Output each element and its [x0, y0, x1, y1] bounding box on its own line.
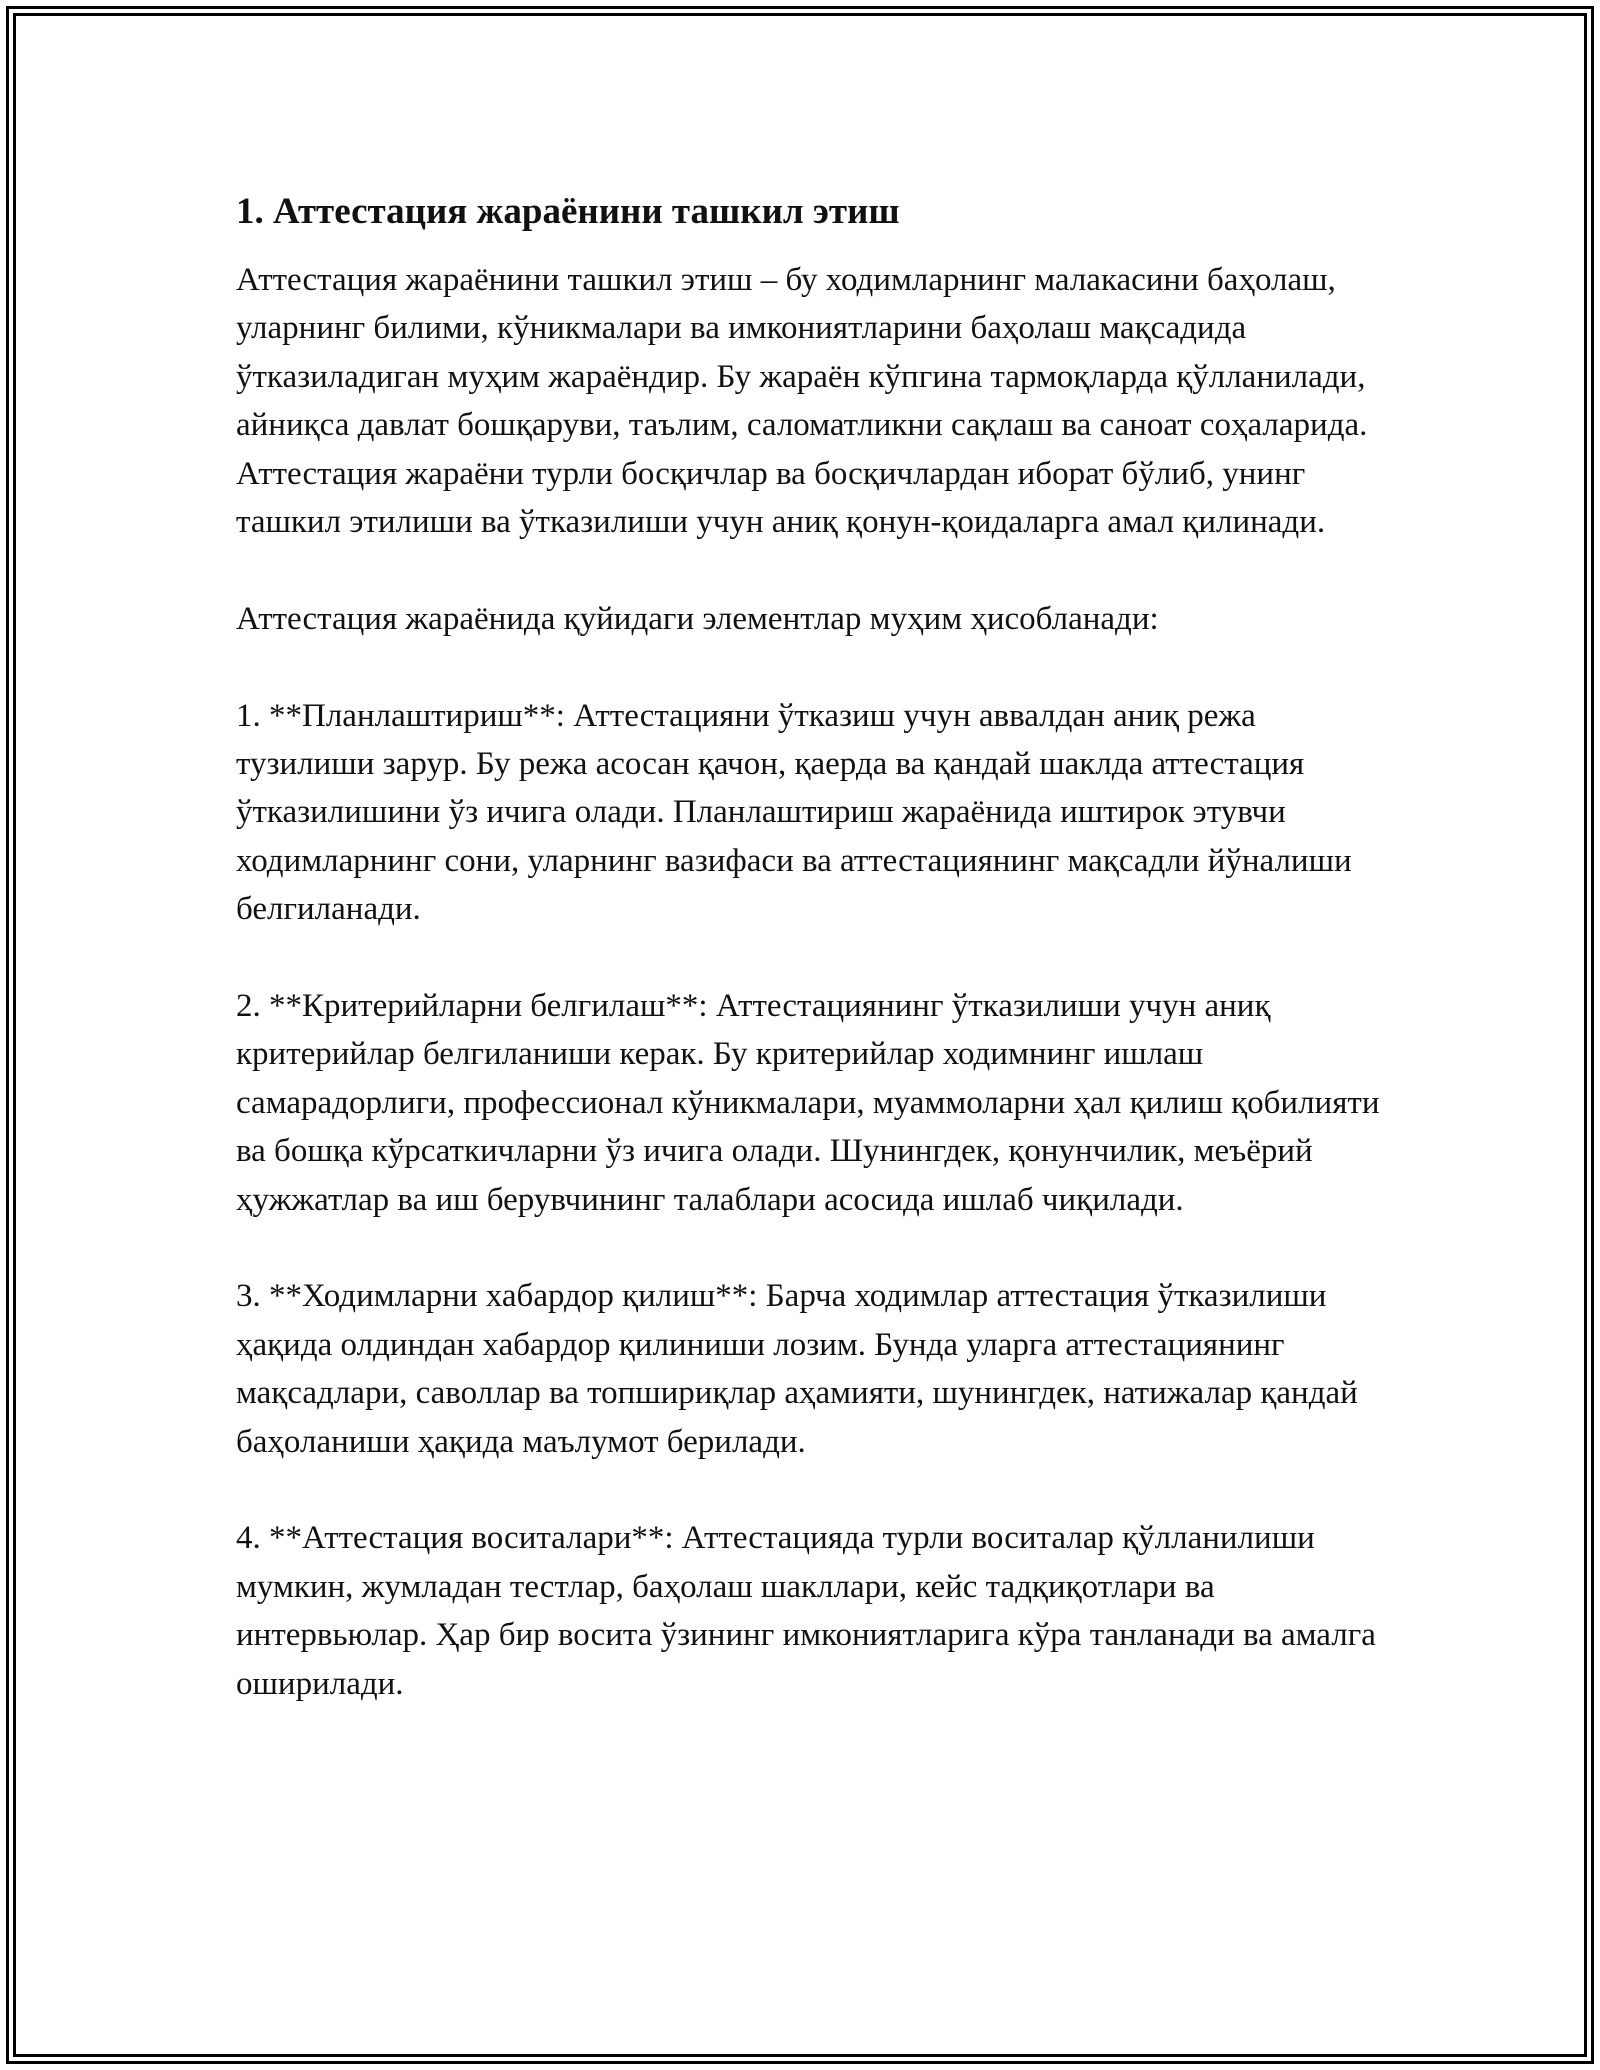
list-item-planning: 1. **Планлаштириш**: Аттестацияни ўтказиш учун аввалдан аниқ режа тузилиши зарур. Бу режа асосан қачон, қаерда ва қандай шаклда аттестация ўтказилишини ўз ичига олади. Планлаштириш жараёнида иштирок этувчи ходимларнинг сони, уларнинг вазифаси ва аттестациянинг мақсадли йўналиши белгиланади. [236, 697, 1352, 928]
list-item-informing-staff: 3. **Ходимларни хабардор қилиш**: Барча ходимлар аттестация ўтказилиши ҳақида олдиндан хабардор қилиниши лозим. Бунда уларга аттестациянинг мақсадлари, саволлар ва топшириқлар аҳамияти, шунингдек, натижалар қандай баҳоланиши ҳақида маълумот берилади. [236, 1278, 1358, 1460]
elements-intro-paragraph: Аттестация жараёнида қуйидаги элементлар муҳим ҳисобланади: [236, 600, 1159, 637]
intro-paragraph: Аттестация жараёнини ташкил этиш – бу ходимларнинг малакасини баҳолаш, уларнинг билими, кўникмалари ва имкониятларини баҳолаш мақсадида ўтказиладиган муҳим жараёндир. Бу жараён кўпгина тармоқларда қўлланилади, айниқса давлат бошқаруви, таълим, саломатликни сақлаш ва саноат соҳаларида. Аттестация жараёни турли босқичлар ва босқичлардан иборат бўлиб, унинг ташкил этилиши ва ўтказилиши учун аниқ қонун-қоидаларга амал қилинади. [236, 262, 1368, 541]
document-body [236, 188, 1386, 1757]
list-item-criteria: 2. **Критерийларни белгилаш**: Аттестациянинг ўтказилиши учун аниқ критерийлар белгиланиши керак. Бу критерийлар ходимнинг ишлаш самарадорлиги, профессионал кўникмалари, муаммоларни ҳал қилиш қобилияти ва бошқа кўрсаткичларни ўз ичига олади. Шунингдек, қонунчилик, меъёрий ҳужжатлар ва иш берувчининг талаблари асосида ишлаб чиқилади. [236, 988, 1380, 1218]
section-title: 1. Аттестация жараёнини ташкил этиш [236, 191, 900, 232]
list-item-attestation-tools: 4. **Аттестация воситалари**: Аттестацияда турли воситалар қўлланилиши мумкин, жумладан тестлар, баҳолаш шакллари, кейс тадқиқотлари ва интервьюлар. Ҳар бир восита ўзининг имкониятларига кўра танланади ва амалга оширилади. [236, 1520, 1376, 1702]
